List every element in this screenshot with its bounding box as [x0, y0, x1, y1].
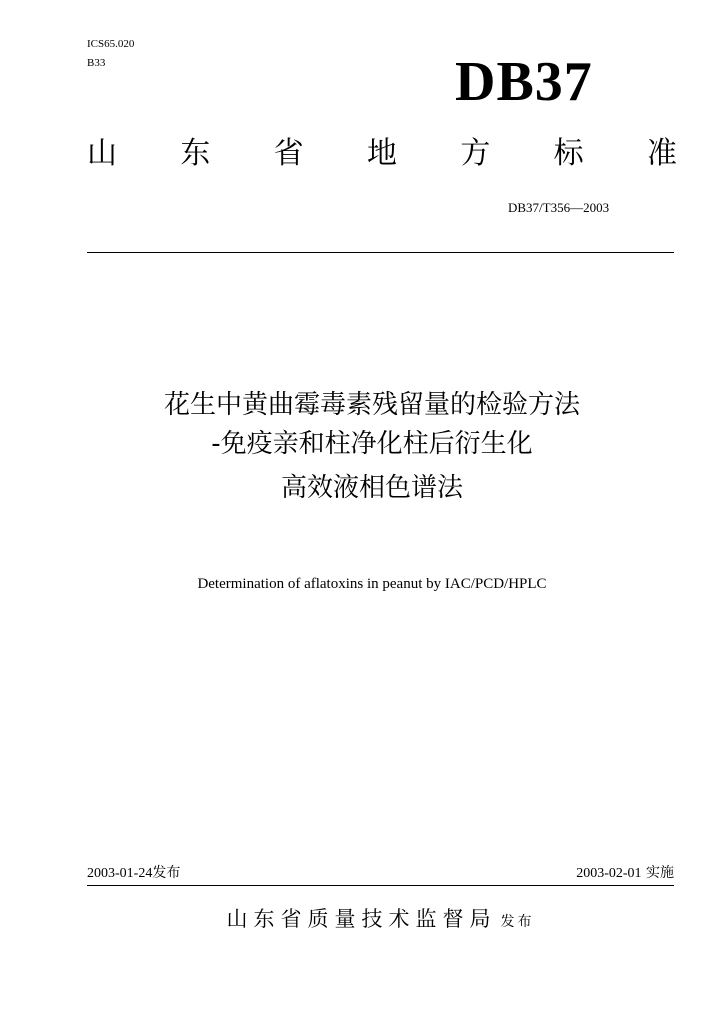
- document-title-line-2: -免疫亲和柱净化柱后衍生化: [211, 429, 533, 459]
- standard-type-char: 方: [460, 136, 491, 171]
- issuer-block: [87, 905, 674, 933]
- english-title: Determination of aflatoxins in peanut by IAC/PCD/HPLC: [197, 576, 547, 592]
- implement-date: 2003-02-01: [576, 866, 642, 881]
- header-divider: [87, 252, 674, 253]
- standard-code: DB37: [455, 51, 593, 113]
- document-title-line-3: 高效液相色谱法: [280, 473, 463, 503]
- release-date: 2003-01-24: [87, 866, 153, 881]
- standard-type-heading: [87, 134, 677, 174]
- standard-type-char: 省: [273, 136, 304, 171]
- release-label: 发布: [152, 865, 181, 881]
- footer-divider: [87, 885, 674, 886]
- issuer-name: 山东省质量技术监督局: [226, 907, 497, 931]
- issuer-label: 发布: [500, 914, 535, 930]
- implement-label: 实施: [646, 865, 674, 881]
- standard-type-char: 准: [646, 136, 677, 171]
- standard-type-char: 山: [87, 136, 117, 171]
- release-date-block: [87, 864, 180, 883]
- document-title-line-1: 花生中黄曲霉毒素残留量的检验方法: [163, 390, 580, 420]
- implement-date-block: [576, 864, 674, 883]
- standard-type-char: 东: [180, 136, 211, 171]
- classification-code: B33: [87, 57, 106, 69]
- standard-number: DB37/T356—2003: [508, 200, 610, 215]
- ics-code: ICS65.020: [87, 38, 135, 50]
- standard-type-char: 地: [366, 136, 397, 171]
- standard-type-char: 标: [553, 136, 584, 171]
